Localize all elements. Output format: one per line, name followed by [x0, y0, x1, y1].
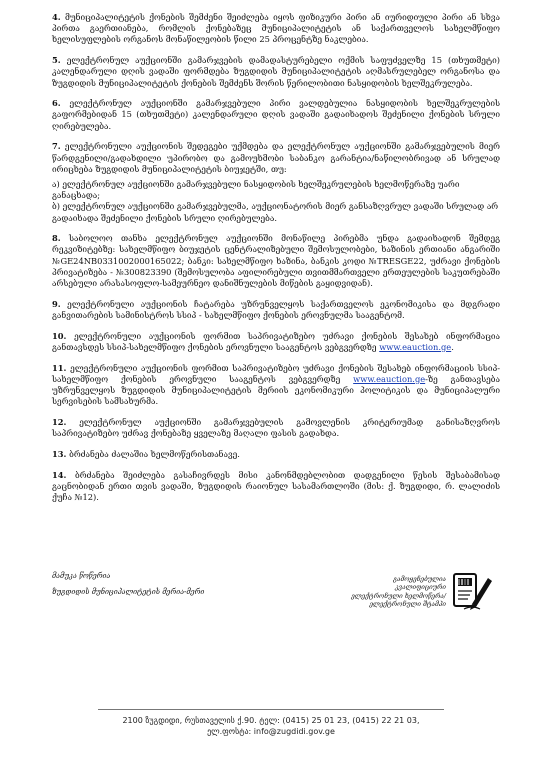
footer-address-line: 2100 ზუგდიდი, რუსთაველის ქ.90. ტელ: (0415) 25 01 23, (0415) 22 21 03,	[122, 716, 420, 725]
paragraph-number: 14.	[52, 469, 67, 480]
footer-address	[60, 715, 482, 737]
paragraph-4	[52, 12, 500, 46]
document-body	[52, 12, 500, 513]
paragraph-text: ბრძანება შეიძლება გასაჩივრდეს მისი კანონმდებლობით დადგენილი წესის შესაბამისად გაცნობიდან ერთი თვის ვადაში, ზუგდიდის რაიონულ სასამართლოში (მის: ქ. ზუგდიდი, რ. ლალიძის ქუჩა №12).	[52, 469, 500, 502]
paragraph-13	[52, 449, 500, 460]
eauction-link[interactable]: www.eauction.ge	[379, 341, 452, 352]
e-signature-caption: გამოყენებულია კვალიფიციური ელექტრონული ხელმოწერა/ ელექტრონული შტამპი	[351, 576, 446, 608]
paragraph-text: ელექტრონულ აუქციონში გამარჯვებულის გამოვლენის კრიტერიუმად განისაზღვროს საპრივატიზებო უძრავ ქონებაზე ყველაზე მაღალი ფასის გადახდა.	[52, 416, 500, 439]
paragraph-text: ელექტრონული აუქციონის ფორმით საპრივატიზებო უძრავი ქონების შესახებ ინფორმაციის სსიპ-სახელმწიფო ქონების ეროვნული სააგენტოს ვებგვერდზე	[52, 362, 500, 384]
eauction-link[interactable]: www.eauction.ge	[353, 373, 426, 384]
paragraph-text: ელექტრონული აუქციონის ჩატარება უზრუნველყოს საქართველოს ეკონომიკისა და მდგრადი განვითარების სამინისტროს სსიპ - სახელმწიფო ქონების ეროვნულმა სააგენტომ.	[52, 298, 500, 320]
paragraph-text: მუნიციპალიტეტის ქონების შემძენი შეიძლება იყოს ფიზიკური პირი ან იურიდიული პირი ან სხვა პირთა გაერთიანება, რომლის ქონებაზეც მუნიციპალიტეტის ან საქართველოს სახელმწიფო ხელისუფლების ორგანოს მონაწილეობის წილი 25 პროცენტზე ნაკლებია.	[52, 12, 500, 45]
signature-stamp-icon	[450, 568, 494, 612]
paragraph-number: 5.	[52, 55, 61, 66]
signer-title: ზუგდიდის მუნიციპალიტეტის მერია-მერი	[52, 588, 205, 596]
paragraph-number: 6.	[52, 98, 61, 109]
paragraph-14	[52, 470, 500, 504]
paragraph-tail: -ზე განთავსება უზრუნველყოს ზუგდიდის მუნიციპალიტეტის მერიის ეკონომიკური პოლიტიკის და მუნიციპალური სერვისების სამსახურმა.	[52, 373, 500, 407]
signer-name: მამუკა წოწერია	[52, 572, 111, 580]
paragraph-number: 10.	[52, 330, 67, 341]
paragraph-7-list	[52, 179, 500, 224]
paragraph-10	[52, 331, 500, 353]
paragraph-text: ელექტრონული აუქციონის ფორმით საპრივატიზებო უძრავი ქონების შესახებ ინფორმაცია განთავსდეს სსიპ-სახელმწიფო ქონების ეროვნული სააგენტოს ვებგვერდზე	[52, 330, 500, 352]
paragraph-number: 8.	[52, 233, 61, 244]
list-item: ბ) ელექტრონულ აუქციონში გამარჯვებულმა, აუქციონატორის მიერ განსაზღვრულ ვადაში სრულად არ გადაიხადა შეძენილი ქონების სრული ღირებულება.	[52, 201, 499, 223]
paragraph-number: 9.	[52, 298, 61, 309]
paragraph-9	[52, 299, 500, 321]
paragraph-text: ელექტრონული აუქციონის შედეგები უქმდება და ელექტრონულ აუქციონში გამარჯვებულის მიერ წარდგენილი/გადახდილი უპირობო და გამოუხმობი საბანკო გარანტია/ნაწილობრივად ან სრულად ირიცხება ზუგდიდის მუნიციპალიტეტის ბიუჯეტში, თუ:	[52, 141, 500, 174]
paragraph-number: 4.	[52, 12, 61, 22]
paragraph-tail: .	[451, 341, 454, 352]
footer-email-line: ელ.ფოსტა: info@zugdidi.gov.ge	[207, 727, 335, 736]
signature-block	[52, 568, 500, 638]
paragraph-number: 13.	[52, 448, 67, 459]
paragraph-12	[52, 417, 500, 439]
paragraph-number: 11.	[52, 362, 67, 373]
paragraph-5	[52, 55, 500, 89]
paragraph-7	[52, 141, 500, 175]
paragraph-11	[52, 363, 500, 408]
paragraph-text: ელექტრონულ აუქციონში გამარჯვების დამადასტურებელი ოქმის საფუძველზე 15 (თხუთმეტი) კალენდარული დღის ვადაში ფორმდება ზუგდიდის მუნიციპალიტეტის აღმასრულებელ ორგანოსა და ზუგდიდის მუნიციპალიტეტის ქონების შემძენს შორის წერილობითი ნასყიდობის ხელშეკრულება.	[52, 55, 500, 88]
paragraph-text: ელექტრონულ აუქციონში გამარჯვებული პირი ვალდებულია ნასყიდობის ხელშეკრულების გაფორმებიდან 15 (თხუთმეტი) კალენდარული დღის ვადაში გადაიხადოს შეძენილი ქონების სრული ღირებულება.	[52, 98, 500, 131]
paragraph-text: ბრძანება ძალაშია ხელმოწერისთანავე.	[66, 448, 240, 459]
paragraph-8	[52, 233, 500, 289]
footer-divider	[98, 709, 444, 710]
paragraph-6	[52, 98, 500, 132]
paragraph-text: საბოლოო თანხა ელექტრონულ აუქციონში მონაწილე პირებმა უნდა გადაიხადონ შემდეგ რეკვიზიტებზე: სახელმწიფო ბიუჯეტის ცენტრალიზებული შემოსულობები, ხაზინის ერთიანი ანგარიში №GE24NB0331002000165022; ბანკი: სახელმწიფო ხაზინა, ბანკის კოდი №TRESGE22, უძრავი ქონების პრივატიზება - №300823390 (შემოსულობა აფილირებული თვითმმართველი ერთეულების საკუთრებაში არსებული არასასოფლო-სამეურნეო დანიშნულების მიწების გაყიდვიდან).	[52, 233, 500, 289]
paragraph-number: 7.	[52, 141, 61, 152]
paragraph-number: 12.	[52, 416, 67, 427]
list-item: ა) ელექტრონულ აუქციონში გამარჯვებული ნასყიდობის ხელშეკრულების ხელმოწერაზე უარი განაცხადა;	[52, 178, 460, 201]
